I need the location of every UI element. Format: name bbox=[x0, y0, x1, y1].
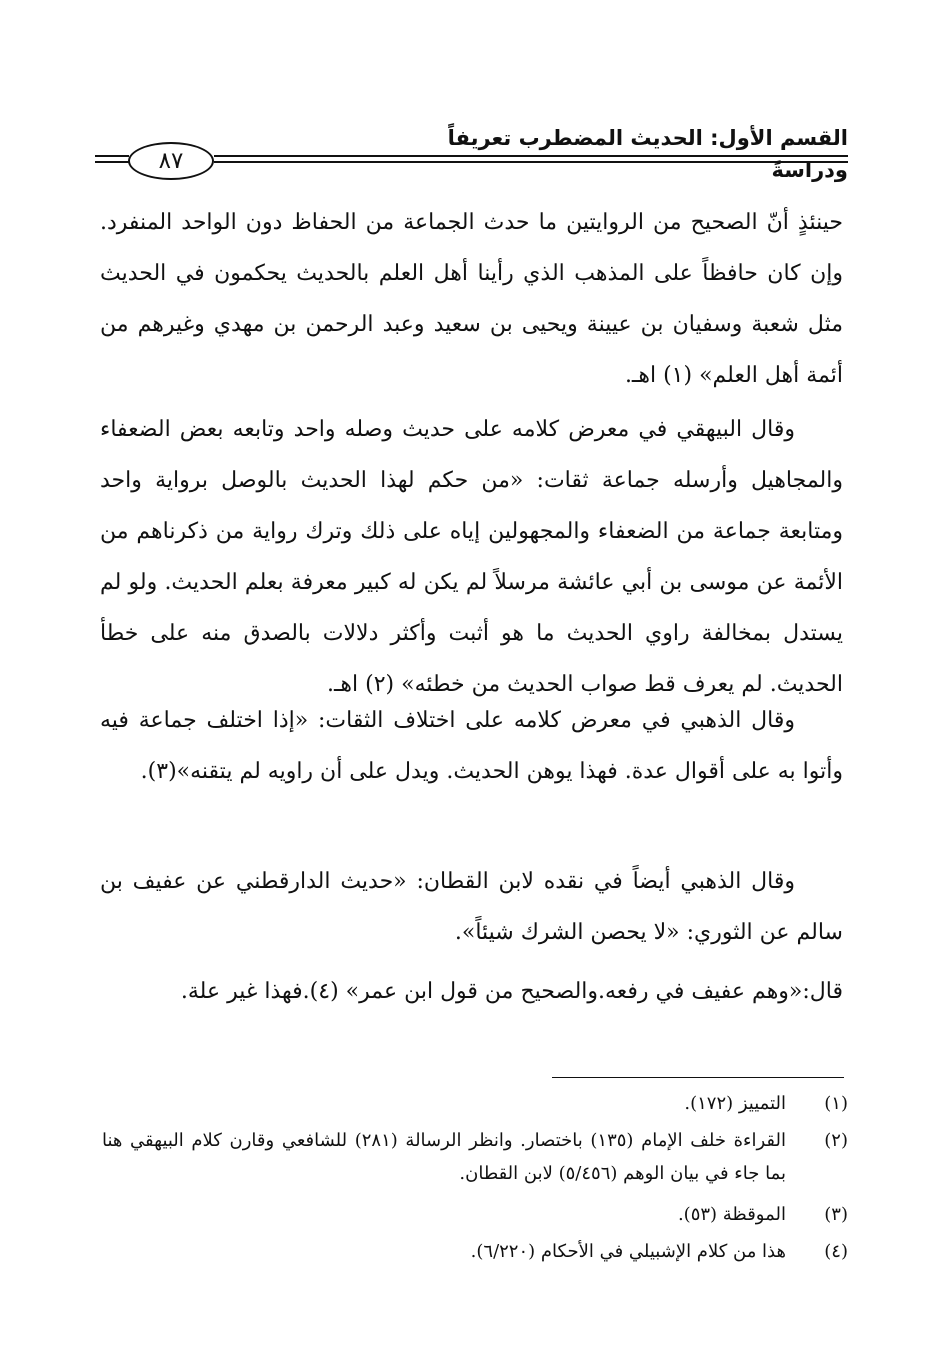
header-rule-left-bottom bbox=[95, 161, 129, 163]
footnote-text: الموقظة (٥٣). bbox=[677, 1204, 786, 1225]
footnote-number: (٢) bbox=[824, 1130, 848, 1151]
footnote-text: التمييز (١٧٢). bbox=[684, 1093, 786, 1114]
footnote-number: (١) bbox=[824, 1093, 848, 1114]
paragraph-5: قال:«وهم عفيف في رفعه.والصحيح من قول ابن عمر» (٤).فهذا غير علة. bbox=[180, 979, 843, 1004]
footnote-text: هذا من كلام الإشبيلي في الأحكام (٦/٢٢٠). bbox=[470, 1241, 786, 1262]
paragraph-3: وقال الذهبي في معرض كلامه على اختلاف الثقات: «إذا اختلف جماعة فيه وأتوا به على أقوال عدة. فهذا يوهن الحديث. ويدل على أن راويه لم يتقنه»(٣). bbox=[100, 708, 843, 784]
footnote-number: (٣) bbox=[824, 1204, 848, 1225]
header-rule-left-top bbox=[95, 155, 129, 157]
header-rule-right-top bbox=[214, 155, 848, 157]
footnote-2 bbox=[98, 1124, 848, 1190]
paragraph-4: وقال الذهبي أيضاً في نقده لابن القطان: «حديث الدارقطني عن عفيف بن سالم عن الثوري: «لا يحصن الشرك شيئاً». bbox=[100, 869, 843, 945]
footnote-1 bbox=[98, 1087, 848, 1120]
footnote-separator bbox=[552, 1077, 844, 1078]
paragraph-2: وقال البيهقي في معرض كلامه على حديث وصله واحد وتابعه بعض الضعفاء والمجاهيل وأرسله جماعة ثقات: «من حكم لهذا الحديث بالوصل برواية واحد ومتابعة جماعة من الضعفاء والمجهولين إياه على ذلك وترك رواية من ذكرناهم من الأئمة عن موسى بن أبي عائشة مرسلاً لم يكن له كبير معرفة بعلم الحديث. ولو لم يستدل بمخالفة راوي الحديث ما هو أثبت وأكثر دلالات بالصدق منه على خطأ الحديث. لم يعرف قط صواب الحديث من خطئه» (٢) اهـ. bbox=[100, 417, 843, 697]
footnote-number: (٤) bbox=[824, 1241, 848, 1262]
footnote-3 bbox=[98, 1198, 848, 1231]
page-header-title: القسم الأول: الحديث المضطرب تعريفاً ودراسةً bbox=[447, 126, 848, 182]
header-rule-right-bottom bbox=[214, 161, 848, 163]
footnote-4 bbox=[98, 1235, 848, 1268]
footnote-text: القراءة خلف الإمام (١٣٥) باختصار. وانظر الرسالة (٢٨١) للشافعي وقارن كلام البيهقي هنا بما جاء في بيان الوهم (٥/٤٥٦) لابن القطان. bbox=[102, 1130, 786, 1184]
page-number: ٨٧ bbox=[128, 142, 214, 180]
paragraph-1: حينئذٍ أنّ الصحيح من الروايتين ما حدث الجماعة من الحفاظ دون الواحد المنفرد. وإن كان حافظاً على المذهب الذي رأينا أهل العلم بالحديث يحكمون في الحديث مثل شعبة وسفيان بن عيينة ويحيى بن سعيد وعبد الرحمن بن مهدي وغيرهم من أئمة أهل العلم» (١) اهـ. bbox=[100, 210, 843, 388]
